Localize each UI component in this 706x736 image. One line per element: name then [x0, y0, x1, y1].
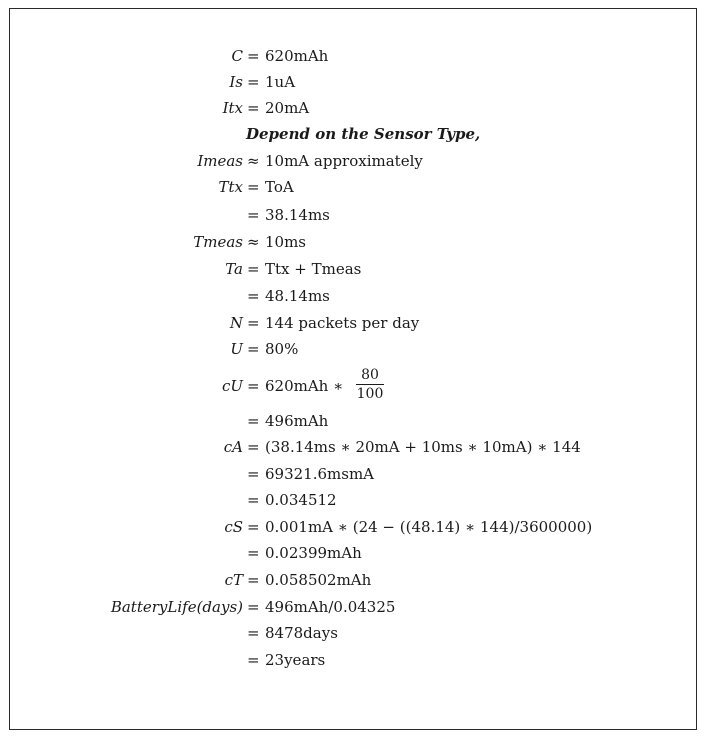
equation-rhs: 38.14ms [265, 206, 330, 224]
equation-lhs: N [229, 314, 243, 332]
equation-row [0, 204, 706, 226]
equation-lhs: Tmeas [193, 233, 243, 251]
equation-rhs: 23years [265, 651, 326, 669]
equation-lhs: cT [224, 571, 243, 589]
equation-relation: = [247, 178, 260, 196]
equation-relation: = [247, 260, 260, 278]
equation-lhs: cU [221, 377, 243, 395]
equation-rhs: (38.14ms ∗ 20mA + 10ms ∗ 10mA) ∗ 144 [265, 438, 581, 456]
equation-rhs: 0.02399mAh [265, 544, 362, 562]
equation-rhs: 20mA [265, 99, 310, 117]
equation-relation: = [247, 99, 260, 117]
equation-relation: = [247, 465, 260, 483]
fraction-numerator: 80 [356, 366, 384, 385]
equation-rhs: 496mAh/0.04325 [265, 598, 396, 616]
fraction [356, 366, 384, 403]
equation-relation: = [247, 571, 260, 589]
equation-lhs: C [231, 47, 243, 65]
equation-relation: = [247, 73, 260, 91]
equation-relation: = [247, 47, 260, 65]
equation-rhs: 1uA [265, 73, 296, 91]
equation-relation: = [247, 412, 260, 430]
equation-lhs: Ttx [218, 178, 243, 196]
equation-lhs: BatteryLife(days) [110, 598, 243, 616]
equation-rhs: 10ms [265, 233, 307, 251]
equation-relation: ≈ [247, 152, 260, 170]
equation-relation: = [247, 206, 260, 224]
equation-rhs: 8478days [265, 624, 338, 642]
equation-rhs: 10mA approximately [265, 152, 423, 170]
equation-rhs: 620mAh ∗ [265, 377, 344, 395]
equation-lhs: Ta [225, 260, 243, 278]
equation-row-fraction [0, 367, 706, 402]
equation-row [0, 649, 706, 671]
equation-rhs: 0.034512 [265, 491, 337, 509]
equation-relation: = [247, 287, 260, 305]
equation-row [0, 312, 706, 334]
equation-row [0, 231, 706, 253]
equation-row [0, 596, 706, 618]
equation-row [0, 258, 706, 280]
equation-row [0, 489, 706, 511]
equation-rhs: 496mAh [265, 412, 329, 430]
equation-row [0, 436, 706, 458]
equation-lhs: Itx [222, 99, 243, 117]
equation-lhs: cA [223, 438, 243, 456]
equation-relation: = [247, 598, 260, 616]
equation-row [0, 569, 706, 591]
equation-relation: ≈ [247, 233, 260, 251]
equation-row [0, 176, 706, 198]
sensor-type-note [0, 123, 706, 145]
equation-rhs: 620mAh [265, 47, 329, 65]
equation-rhs: 0.058502mAh [265, 571, 372, 589]
equation-row [0, 463, 706, 485]
equation-row [0, 516, 706, 538]
equation-relation: = [247, 340, 260, 358]
equation-relation: = [247, 651, 260, 669]
equation-relation: = [247, 518, 260, 536]
equation-rhs: ToA [265, 178, 294, 196]
equation-row [0, 45, 706, 67]
note-text: Depend on the Sensor Type, [246, 125, 481, 143]
equation-relation: = [247, 624, 260, 642]
equation-relation: = [247, 491, 260, 509]
equation-lhs: U [230, 340, 243, 358]
equation-relation: = [247, 438, 260, 456]
equation-lhs: Is [229, 73, 243, 91]
equation-row [0, 338, 706, 360]
equation-lhs: cS [224, 518, 243, 536]
equation-rhs: Ttx + Tmeas [265, 260, 362, 278]
equation-rhs: 69321.6msmA [265, 465, 375, 483]
equation-row [0, 71, 706, 93]
equation-row [0, 622, 706, 644]
equation-row [0, 150, 706, 172]
equation-rhs: 80% [265, 340, 299, 358]
equation-rhs: 0.001mA ∗ (24 − ((48.14) ∗ 144)/3600000) [265, 518, 593, 536]
equation-rhs: 144 packets per day [265, 314, 420, 332]
equation-row [0, 542, 706, 564]
equation-row [0, 285, 706, 307]
equation-row [0, 97, 706, 119]
equation-row [0, 410, 706, 432]
fraction-denominator: 100 [356, 386, 384, 402]
equation-rhs: 48.14ms [265, 287, 330, 305]
equation-relation: = [247, 377, 260, 395]
equation-relation: = [247, 314, 260, 332]
equation-relation: = [247, 544, 260, 562]
equation-lhs: Imeas [197, 152, 243, 170]
